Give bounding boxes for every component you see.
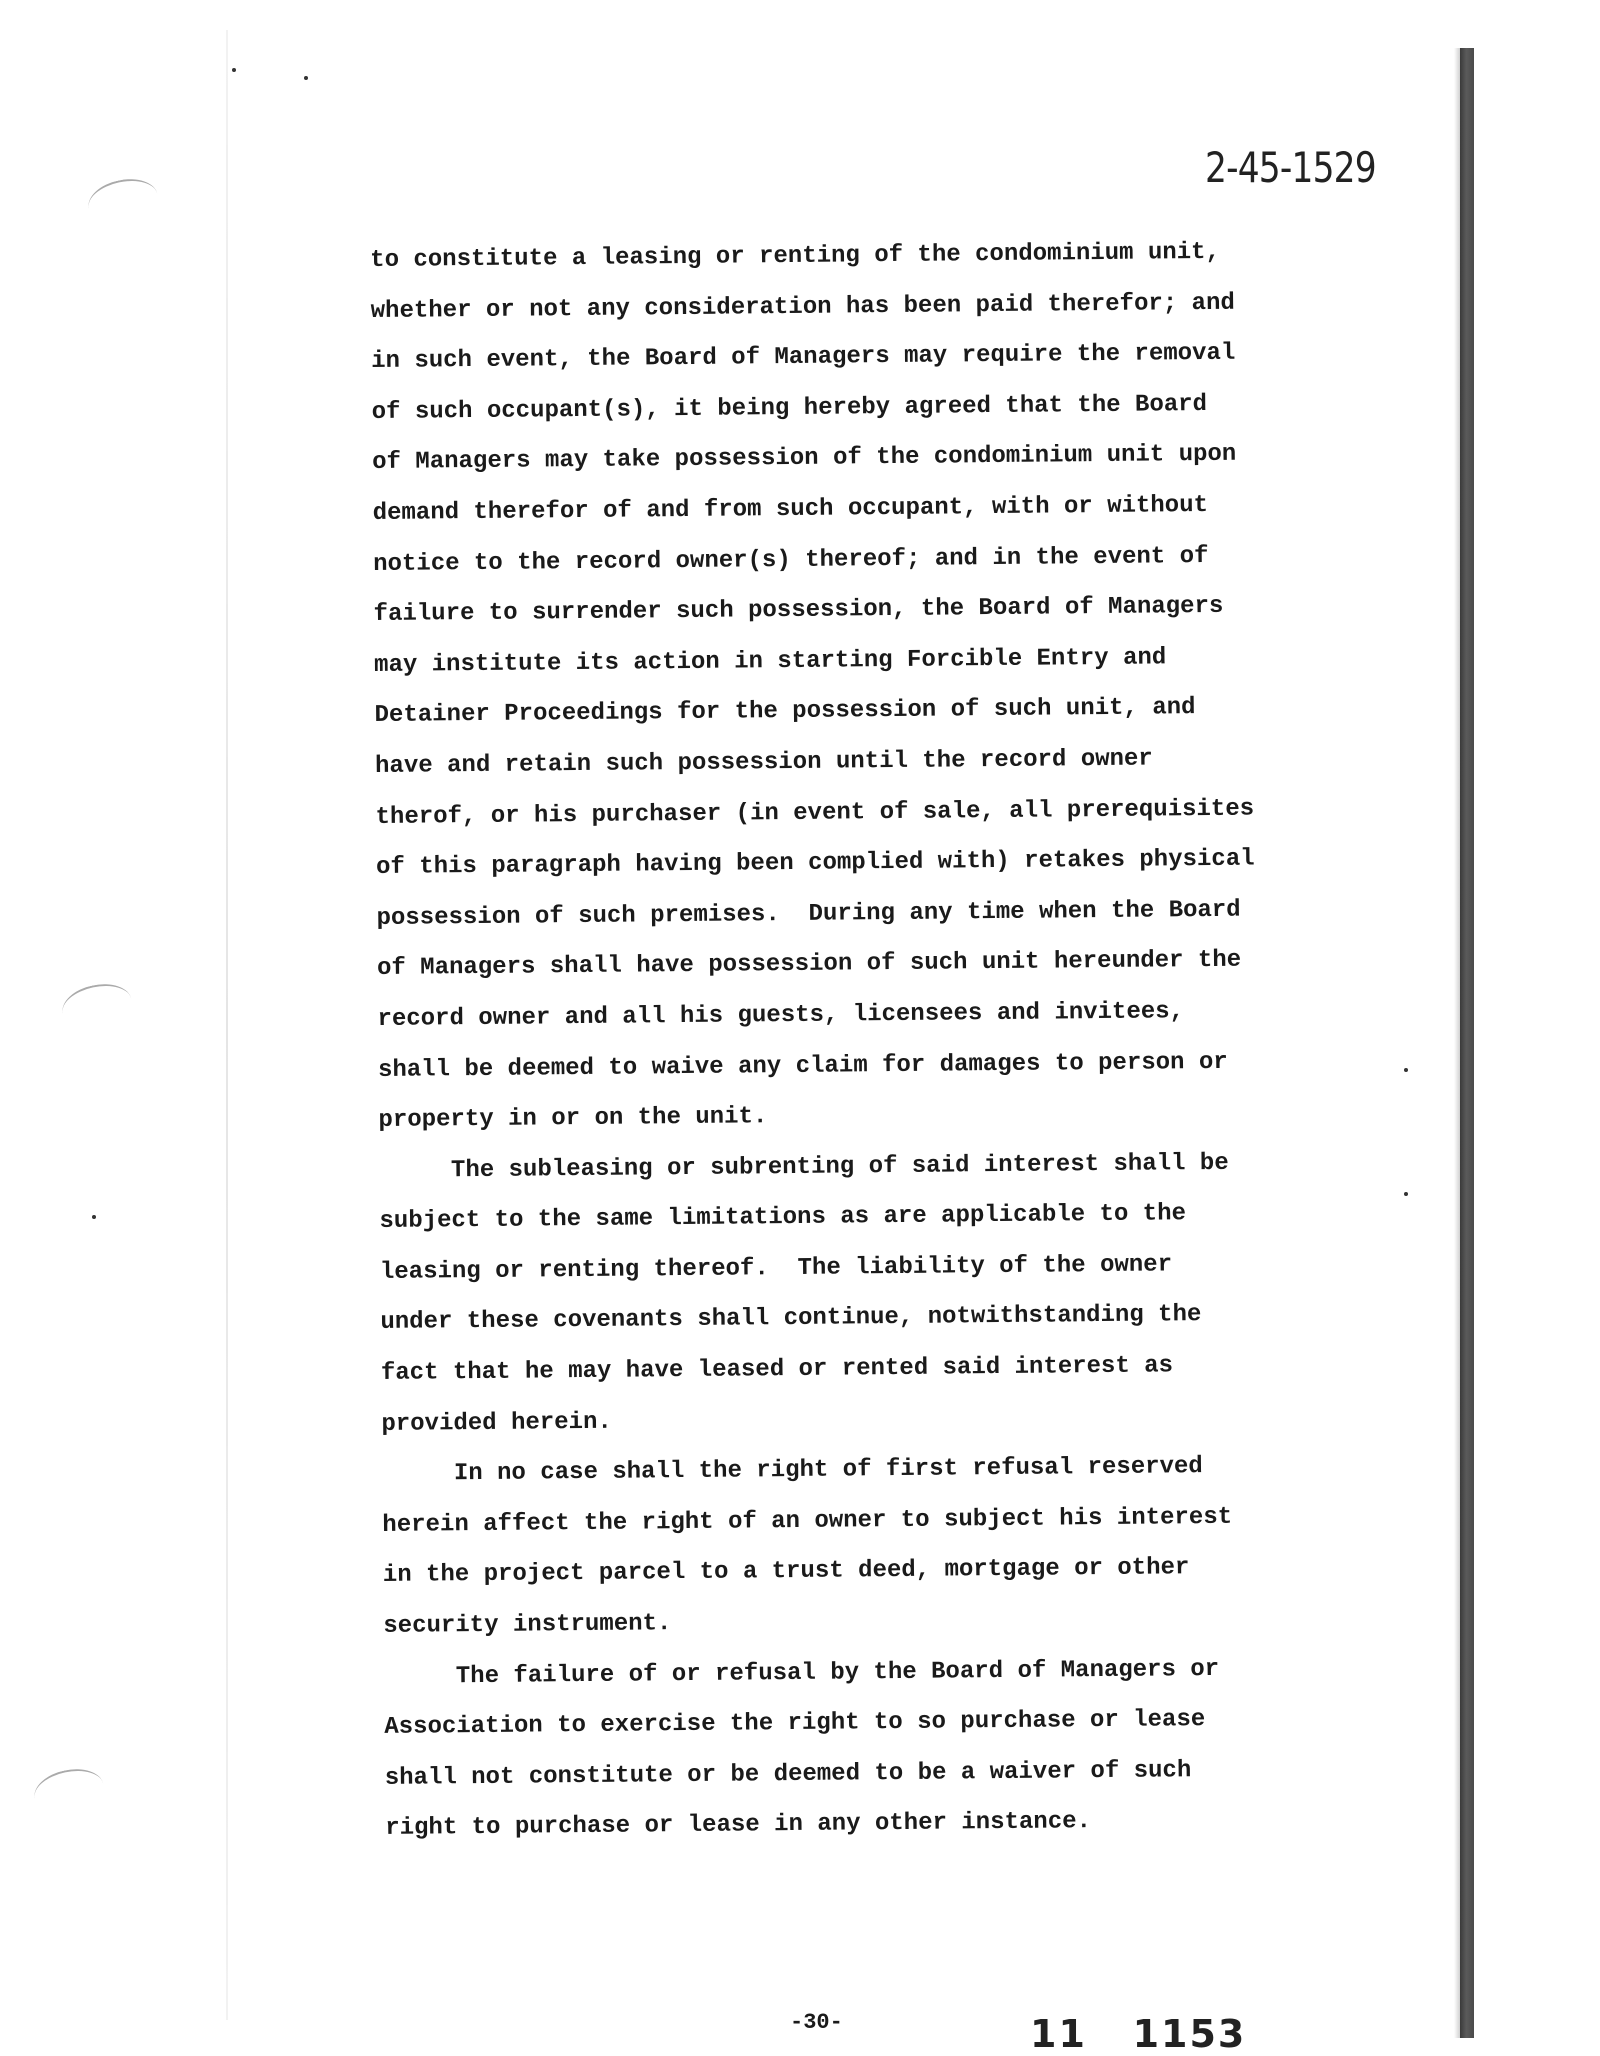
- text-line: have and retain such possession until the record owner: [374, 745, 1153, 780]
- text-line: Association to exercise the right to so purchase or lease: [384, 1706, 1206, 1742]
- text-line: of this paragraph having been complied with) retakes physical: [375, 845, 1255, 882]
- scan-speck: [92, 1215, 96, 1219]
- text-line: The failure of or refusal by the Board of Managers or: [383, 1655, 1220, 1691]
- text-line: shall not constitute or be deemed to be a waiver of such: [384, 1757, 1192, 1792]
- text-line: fact that he may have leased or rented said interest as: [380, 1352, 1174, 1388]
- text-line: leasing or renting thereof. The liability of the owner: [379, 1251, 1173, 1286]
- text-line: security instrument.: [383, 1610, 672, 1640]
- document-number: 2-45-1529: [1205, 143, 1376, 192]
- text-line: In no case shall the right of first refusal reserved: [381, 1453, 1203, 1489]
- text-line: failure to surrender such possession, the Board of Managers: [373, 592, 1224, 629]
- text-line: demand therefor of and from such occupant, with or without: [372, 491, 1209, 527]
- text-line: whether or not any consideration has been paid therefor; and: [370, 289, 1235, 325]
- text-line: therof, or his purchaser (in event of sale, all prerequisites: [375, 795, 1255, 831]
- text-line: property in or on the unit.: [378, 1103, 768, 1135]
- punch-hole-middle: [58, 978, 135, 1034]
- text-line: notice to the record owner(s) thereof; and in the event of: [373, 542, 1209, 578]
- text-line: of Managers shall have possession of such unit hereunder the: [376, 946, 1242, 983]
- text-line: of such occupant(s), it being hereby agreed that the Board: [371, 390, 1208, 426]
- footer-code: 11 1153: [1030, 2012, 1247, 2056]
- scan-speck: [1404, 1192, 1408, 1196]
- text-line: subject to the same limitations as are applicable to the: [379, 1200, 1187, 1236]
- scan-speck: [1404, 1068, 1408, 1072]
- text-line: may institute its action in starting Forcible Entry and: [373, 644, 1167, 679]
- punch-hole-bottom: [30, 1763, 107, 1819]
- scan-speck: [304, 76, 308, 80]
- text-line: possession of such premises. During any time when the Board: [376, 896, 1241, 932]
- text-line: shall be deemed to waive any claim for damages to person or: [377, 1048, 1228, 1084]
- page-number: -30-: [790, 2010, 843, 2035]
- scan-speck: [232, 68, 236, 72]
- text-line: in such event, the Board of Managers may require the removal: [371, 339, 1236, 376]
- text-line: under these covenants shall continue, notwithstanding the: [380, 1301, 1202, 1337]
- page-fold-shadow: [226, 30, 228, 2020]
- text-line: The subleasing or subrenting of said interest shall be: [378, 1149, 1229, 1185]
- text-line: to constitute a leasing or renting of the condominium unit,: [370, 238, 1221, 274]
- document-body: [370, 227, 1325, 1855]
- text-line: Detainer Proceedings for the possession of such unit, and: [374, 694, 1196, 730]
- scan-edge-bar: [1460, 48, 1474, 2038]
- text-line: herein affect the right of an owner to subject his interest: [382, 1503, 1233, 1539]
- text-line: in the project parcel to a trust deed, mortgage or other: [382, 1554, 1190, 1590]
- text-line: record owner and all his guests, licensees and invitees,: [377, 998, 1185, 1033]
- punch-hole-top: [84, 173, 161, 229]
- text-line: of Managers may take possession of the condominium unit upon: [372, 441, 1237, 477]
- text-line: provided herein.: [381, 1408, 612, 1438]
- text-line: right to purchase or lease in any other instance.: [385, 1808, 1092, 1843]
